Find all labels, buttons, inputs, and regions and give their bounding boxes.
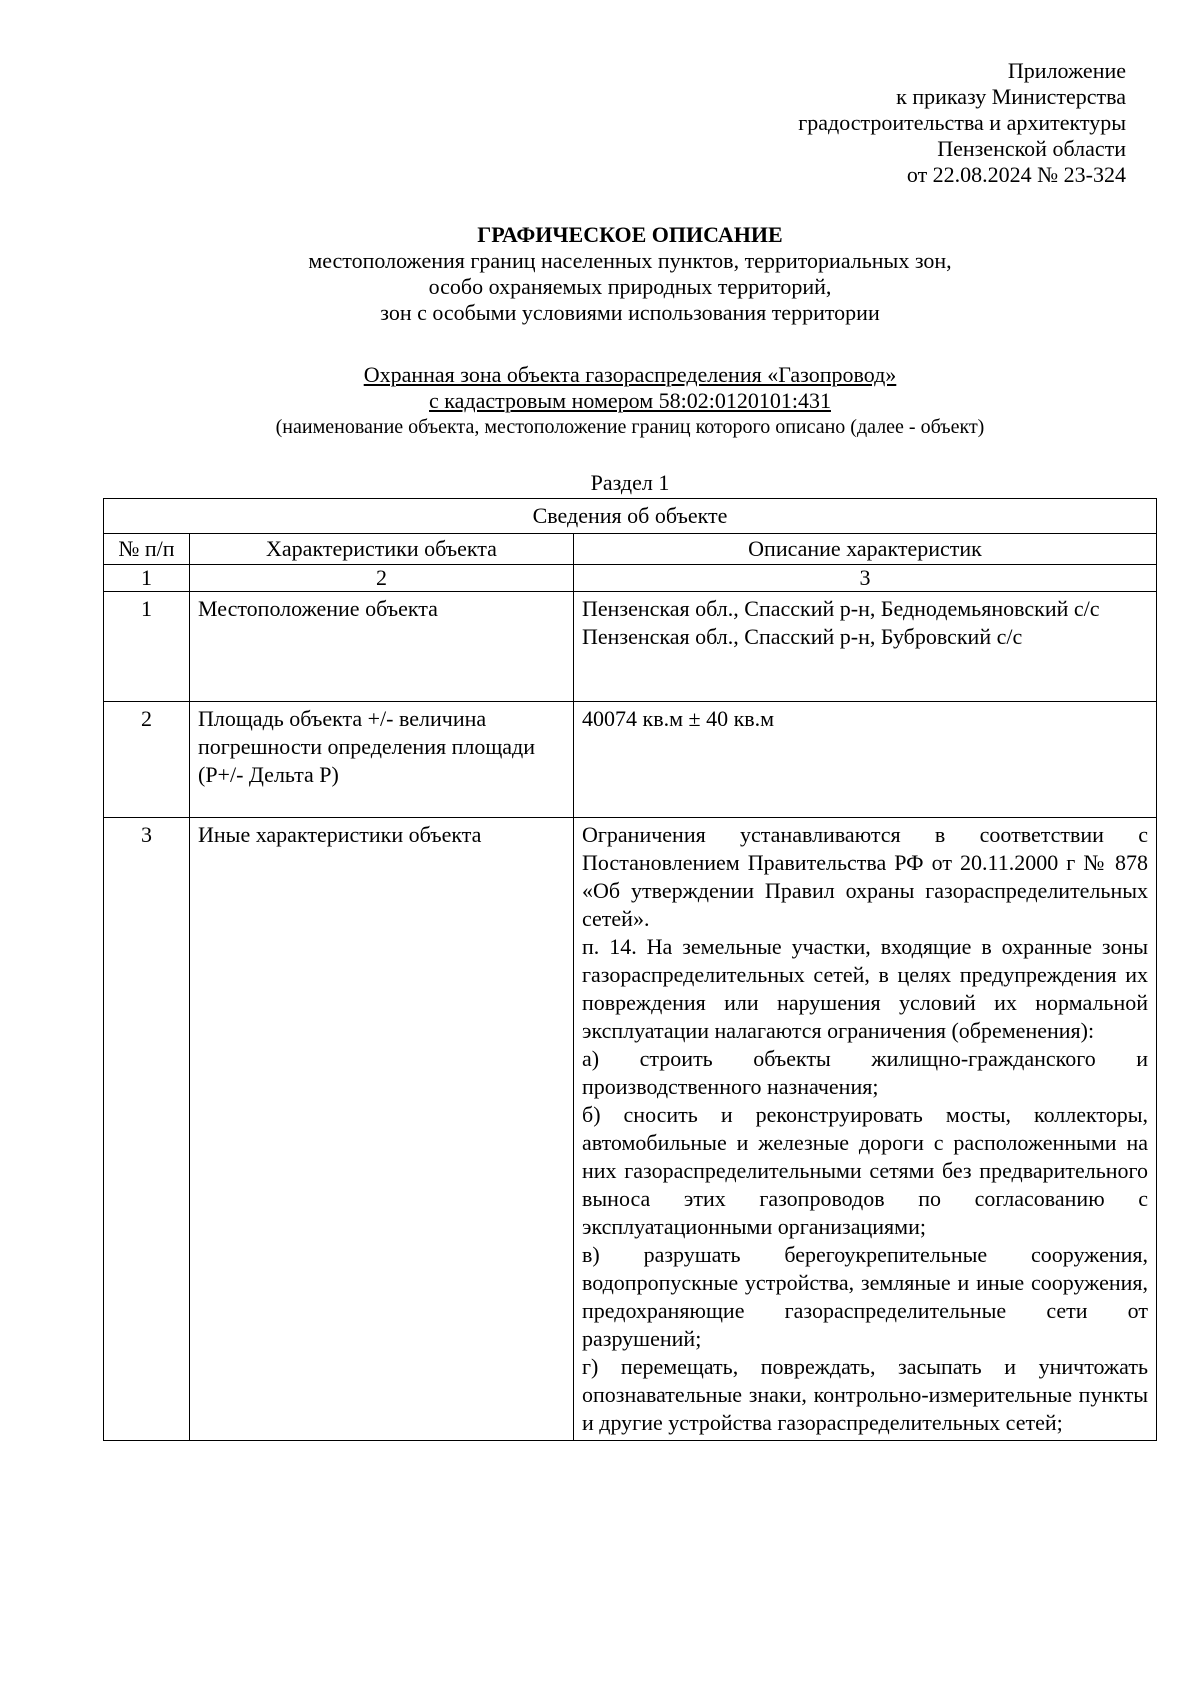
table-header-row	[104, 534, 1157, 565]
table-row	[104, 592, 1157, 702]
row-description	[574, 818, 1157, 1441]
restriction-item: б) сносить и реконструировать мосты, коллекторы, автомобильные и железные дороги с расположенными на них газораспределительными сетями без предварительного выноса этих газопроводов по согласованию с эксплуатационными организациями;	[582, 1102, 1149, 1239]
object-name: Охранная зона объекта газораспределения «Газопровод»	[363, 362, 897, 387]
restriction-item: г) перемещать, повреждать, засыпать и уничтожать опознавательные знаки, контрольно-измерительные пункты и другие устройства газораспределительных сетей;	[582, 1354, 1149, 1435]
object-cadastral-number: с кадастровым номером 58:02:0120101:431	[429, 388, 831, 413]
column-number: 1	[104, 565, 190, 592]
table-title-row	[104, 499, 1157, 534]
column-number: 2	[190, 565, 574, 592]
column-number-row	[104, 565, 1157, 592]
title-subline: особо охраняемых природных территорий,	[428, 274, 832, 299]
row-characteristic: Иные характеристики объекта	[190, 818, 574, 1441]
row-characteristic-formula: (Р+/- Дельта Р)	[198, 762, 339, 787]
appendix-date-number: от 22.08.2024 № 23-324	[906, 162, 1126, 187]
restriction-item: в) разрушать берегоукрепительные сооружения, водопропускные устройства, земляные и иные сооружения, предохраняющие газораспределительные сети от разрушений;	[582, 1242, 1149, 1351]
object-subject	[0, 362, 1200, 440]
row-characteristic-text: Площадь объекта +/- величина погрешности определения площади	[198, 706, 536, 759]
column-header-description: Описание характеристик	[574, 534, 1157, 565]
row-number: 1	[104, 592, 190, 702]
title-block	[0, 222, 1200, 326]
row-number: 3	[104, 818, 190, 1441]
restriction-item: а) строить объекты жилищно-гражданского и производственного назначения;	[582, 1046, 1149, 1099]
location-line: Пензенская обл., Спасский р-н, Беднодемьяновский с/с	[582, 596, 1100, 621]
table-title: Сведения об объекте	[104, 499, 1157, 534]
appendix-line: Пензенской области	[937, 136, 1126, 161]
location-line: Пензенская обл., Спасский р-н, Бубровский с/с	[582, 624, 1023, 649]
column-number: 3	[574, 565, 1157, 592]
column-header-characteristic: Характеристики объекта	[190, 534, 574, 565]
appendix-block	[798, 58, 1126, 188]
table-row	[104, 818, 1157, 1441]
section-label: Раздел 1	[590, 470, 670, 495]
row-number: 2	[104, 702, 190, 818]
object-info-table	[103, 498, 1157, 1441]
row-description: 40074 кв.м ± 40 кв.м	[574, 702, 1157, 818]
object-name-caption: (наименование объекта, местоположение границ которого описано (далее - объект)	[275, 416, 985, 438]
restriction-paragraph: п. 14. На земельные участки, входящие в охранные зоны газораспределительных сетей, в целях предупреждения их повреждения или нарушения условий их нормальной эксплуатации налагаются ограничения (обременения):	[582, 934, 1149, 1043]
document-title: ГРАФИЧЕСКОЕ ОПИСАНИЕ	[477, 222, 783, 247]
column-header-number: № п/п	[104, 534, 190, 565]
title-subline: местоположения границ населенных пунктов, территориальных зон,	[308, 248, 952, 273]
table-row	[104, 702, 1157, 818]
restriction-paragraph: Ограничения устанавливаются в соответствии с Постановлением Правительства РФ от 20.11.2000 г № 878 «Об утверждении Правил охраны газораспределительных сетей».	[582, 822, 1149, 931]
row-characteristic	[190, 702, 574, 818]
appendix-line: Приложение	[1007, 58, 1126, 83]
title-subline: зон с особыми условиями использования территории	[380, 300, 880, 325]
appendix-line: к приказу Министерства	[896, 84, 1126, 109]
appendix-line: градостроительства и архитектуры	[798, 110, 1126, 135]
row-description	[574, 592, 1157, 702]
row-characteristic: Местоположение объекта	[190, 592, 574, 702]
